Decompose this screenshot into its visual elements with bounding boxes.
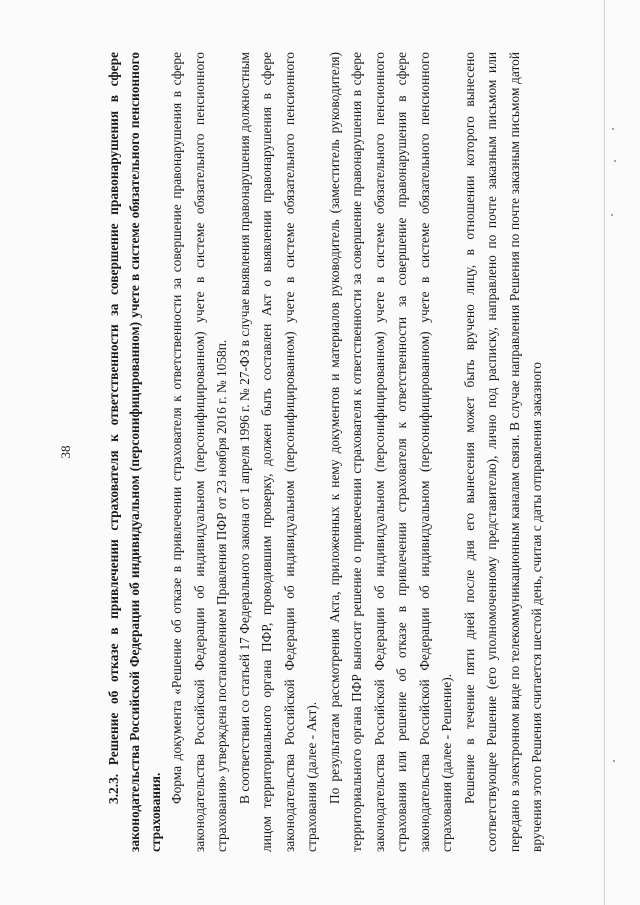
page-number: 38 [58,445,73,459]
scan-speck [613,760,615,762]
scan-speck [611,214,613,216]
paragraph-article-17: В соответствии со статьей 17 Федерального закона от 1 апреля 1996 г. № 27-ФЗ в случае выявления правонарушения должностным лицом территориального органа ПФР, проводившим проверку, должен быть составлен Акт о выявлении правонарушения в сфере законодательства Российской Федерации об индивидуальном (персонифицированном) учете в системе обязательного пенсионного страхования (далее - Акт). [236,52,319,852]
scan-edge-line [604,0,605,905]
paragraph-act-review: По результатам рассмотрения Акта, приложенных к нему документов и материалов руководитель (заместитель руководителя) территориального органа ПФР выносит решение о привлечении страхователя к ответственности за совершение правонарушения в сфере законодательства Российской Федерации об индивидуальном (персонифицированном) учете в системе обязательного пенсионного страхования или решение об отказе в привлечении страхователя к ответственности за совершение правонарушения в сфере законодательства Российской Федерации об индивидуальном (персонифицированном) учете в системе обязательного пенсионного страхования (далее - Решение). [326,52,454,852]
scan-speck [614,160,616,162]
rotated-text-block [55,52,595,852]
paragraph-delivery: Решение в течение пяти дней после дня его вынесения может быть вручено лицу, в отношении которого вынесено соответствующее Решение (его уполномоченному представителю), лично под расписку, направлено по почте заказным письмом или передано в электронном виде по телекоммуникационным каналам связи. В случае направления Решения по почте заказным письмом датой вручения этого Решения считается шестой день, считая с даты отправления заказного [461,52,544,852]
document-body [103,52,549,852]
scan-speck [612,128,614,130]
section-heading: 3.2.3. Решение об отказе в привлечении страхователя к ответственности за совершение правонарушения в сфере законодательства Российской Федерации об индивидуальном (персонифицированном) учете в системе обязательного пенсионного страхования. [106,52,163,852]
paragraph-form-document: Форма документа «Решение об отказе в привлечении страхователя к ответственности за совершение правонарушения в сфере законодательства Российской Федерации об индивидуальном (персонифицированном) учете в системе обязательного пенсионного страхования» утверждена постановлением Правления ПФР от 23 ноября 2016 г. № 1058п. [169,52,229,852]
